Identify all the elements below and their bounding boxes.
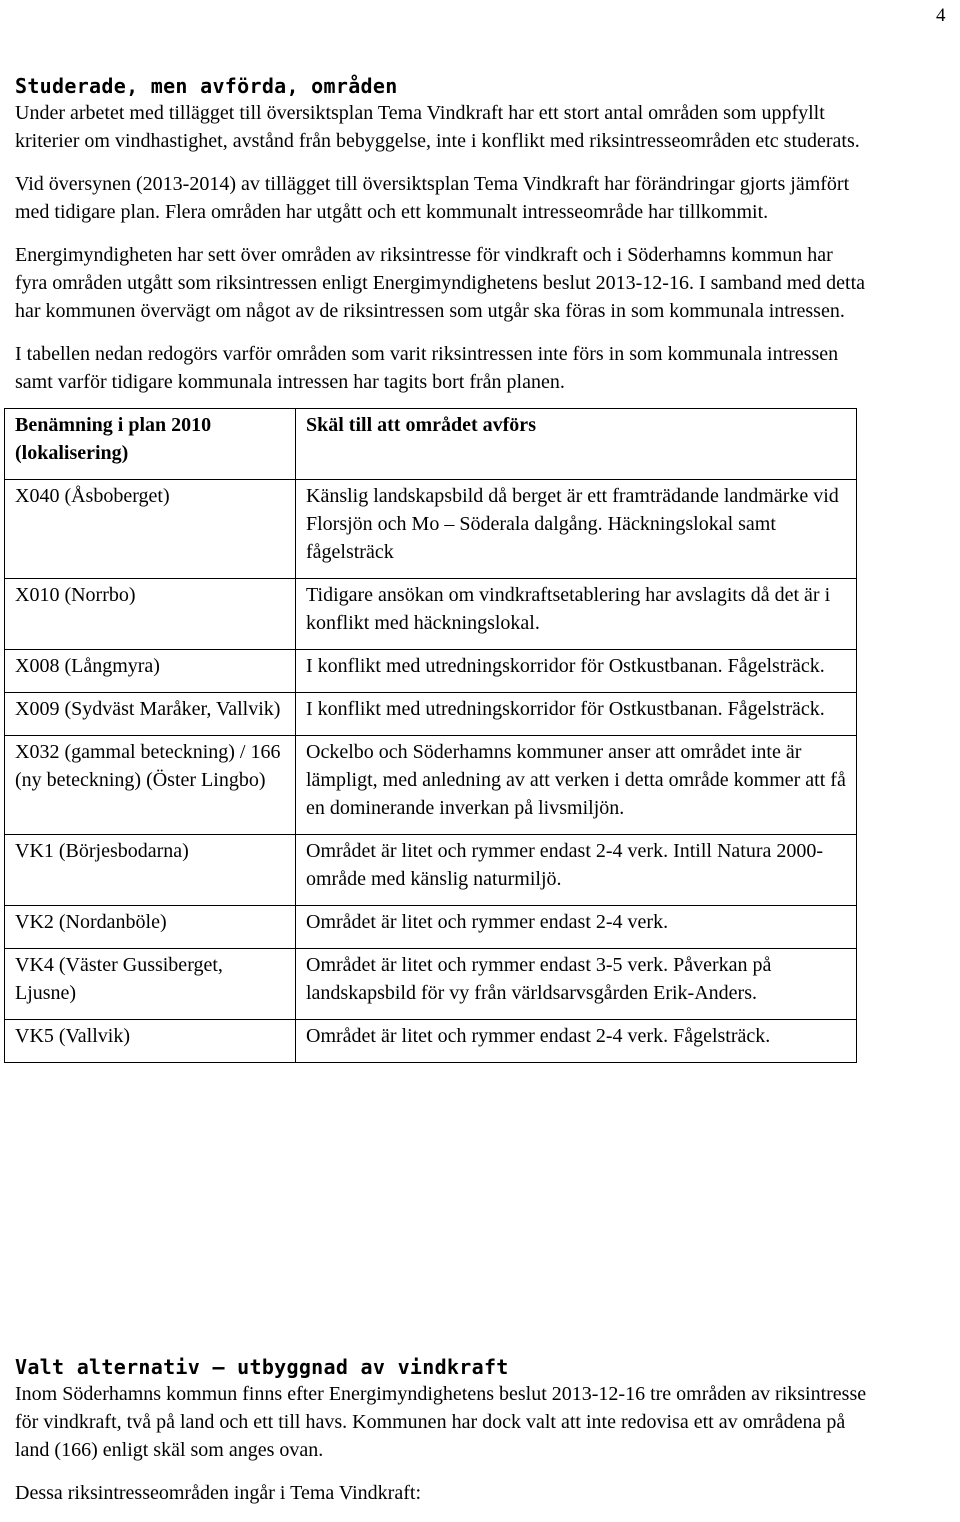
avforda-omraden-table [4,408,857,1063]
table-row [5,579,857,650]
table-cell-name: X009 (Sydväst Maråker, Vallvik) [5,693,296,736]
table-cell-reason: I konflikt med utredningskorridor för Ostkustbanan. Fågelsträck. [296,650,857,693]
table-row [5,693,857,736]
paragraph-intro: Under arbetet med tillägget till översiktsplan Tema Vindkraft har ett stort antal områden som uppfyllt kriterier om vindhastighet, avstånd från bebyggelse, inte i konflikt med riksintresseområden etc studerats. [15,102,860,152]
table-cell-name: X032 (gammal beteckning) / 166 (ny beteckning) (Öster Lingbo) [5,736,296,835]
table-cell-name: X040 (Åsboberget) [5,480,296,579]
paragraph-riksintresse: Inom Söderhamns kommun finns efter Energimyndighetens beslut 2013-12-16 tre områden av riksintresse för vindkraft, två på land och ett till havs. Kommunen har dock valt att inte redovisa ett av områdena på land (166) enligt skäl som anges ovan. [15,1383,867,1461]
paragraph-dessa-omraden: Dessa riksintresseområden ingår i Tema Vindkraft: [15,1482,421,1504]
table-cell-reason: Området är litet och rymmer endast 2-4 verk. Intill Natura 2000-område med känslig naturmiljö. [296,835,857,906]
section-valt-alternativ [15,1354,875,1522]
table-cell-name: X010 (Norrbo) [5,579,296,650]
paragraph-tabell-intro: I tabellen nedan redogörs varför områden som varit riksintressen inte förs in som kommunala intressen samt varför tidigare kommunala intressen har tagits bort från planen. [15,343,839,393]
table-row [5,480,857,579]
table-row [5,650,857,693]
table-header-benamning: Benämning i plan 2010 (lokalisering) [5,409,296,480]
page-number: 4 [936,5,946,26]
table-cell-reason: Området är litet och rymmer endast 2-4 verk. Fågelsträck. [296,1020,857,1063]
section-heading-valt-alternativ: Valt alternativ – utbyggnad av vindkraft [15,1355,509,1379]
table-cell-reason: Området är litet och rymmer endast 3-5 verk. Påverkan på landskapsbild för vy från världsarvsgården Erik-Anders. [296,949,857,1020]
paragraph-energimyndigheten: Energimyndigheten har sett över områden av riksintresse för vindkraft och i Söderhamns kommun har fyra områden utgått som riksintressen enligt Energimyndighetens beslut 2013-12-16. I samband med detta har kommunen övervägt om något av de riksintressen som utgår ska föras in som kommunala intressen. [15,244,865,322]
table-header-skal: Skäl till att området avförs [296,409,857,480]
table-cell-reason: Känslig landskapsbild då berget är ett framträdande landmärke vid Florsjön och Mo – Söderala dalgång. Häckningslokal samt fågelsträck [296,480,857,579]
section-heading-avforda: Studerade, men avförda, områden [15,74,398,98]
table-cell-name: VK2 (Nordanböle) [5,906,296,949]
table-cell-reason: Ockelbo och Söderhamns kommuner anser att området inte är lämpligt, med anledning av att verken i detta område kommer att få en dominerande inverkan på livsmiljön. [296,736,857,835]
table-row [5,906,857,949]
table-cell-name: X008 (Långmyra) [5,650,296,693]
table-row [5,835,857,906]
table-row [5,949,857,1020]
table-cell-reason: I konflikt med utredningskorridor för Ostkustbanan. Fågelsträck. [296,693,857,736]
table-cell-name: VK1 (Börjesbodarna) [5,835,296,906]
table-header-row [5,409,857,480]
table-cell-reason: Området är litet och rymmer endast 2-4 verk. [296,906,857,949]
paragraph-oversyn: Vid översynen (2013-2014) av tillägget till översiktsplan Tema Vindkraft har förändringar gjorts jämfört med tidigare plan. Flera områden har utgått och ett kommunalt intresseområde har tillkommit. [15,173,850,223]
table-row [5,736,857,835]
table-cell-name: VK5 (Vallvik) [5,1020,296,1063]
main-content [15,73,865,1063]
table-row [5,1020,857,1063]
table-cell-name: VK4 (Väster Gussiberget, Ljusne) [5,949,296,1020]
table-cell-reason: Tidigare ansökan om vindkraftsetablering har avslagits då det är i konflikt med häckningslokal. [296,579,857,650]
